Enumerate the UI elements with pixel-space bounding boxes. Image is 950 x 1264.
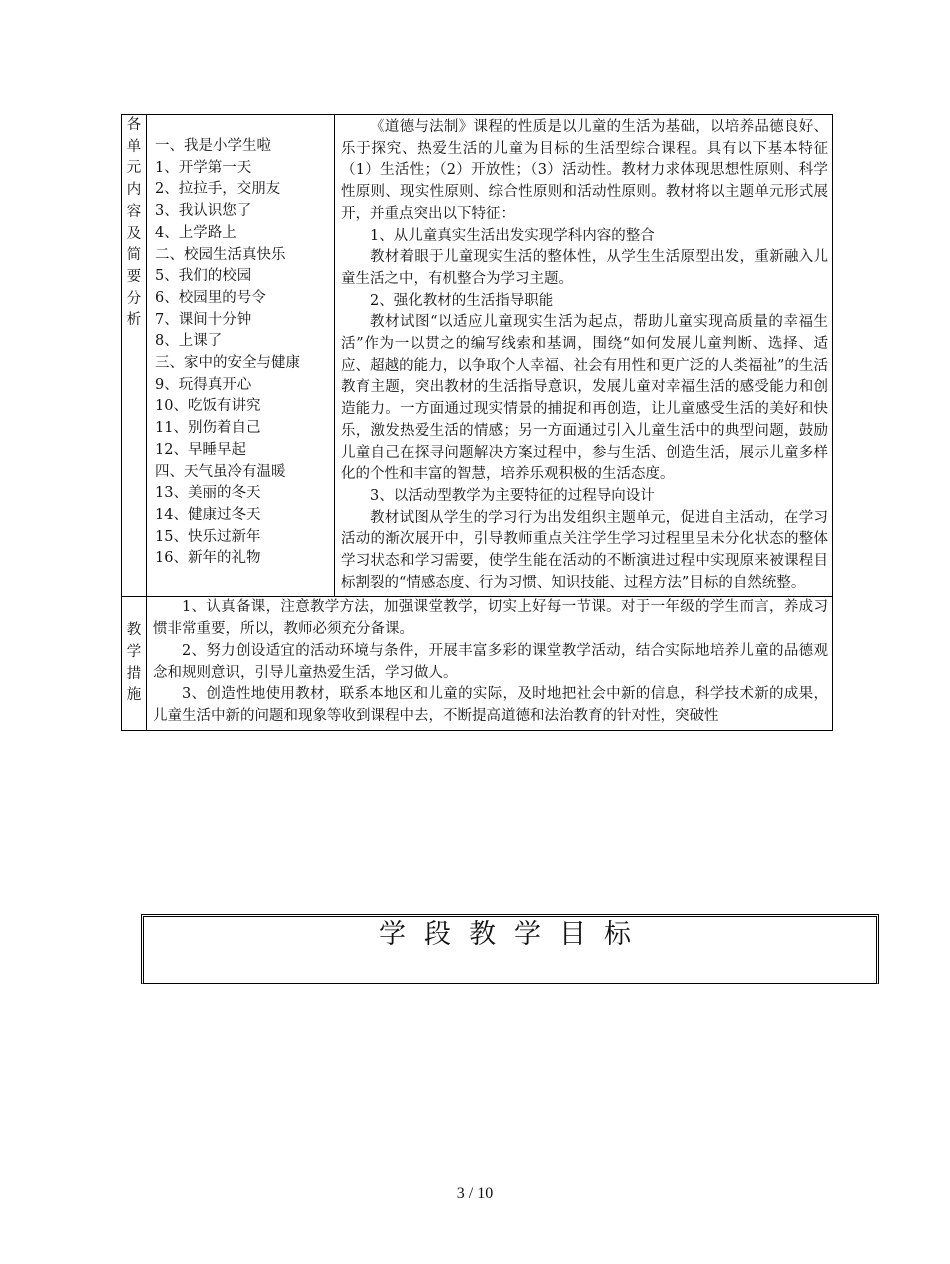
analysis-paragraph: 教材着眼于儿童现实生活的整体性，从学生生活原型出发，重新融入儿童生活之中，有机整合为学习主题。	[341, 249, 828, 287]
analysis-paragraph: 《道德与法制》课程的性质是以儿童的生活为基础，以培养品德良好、乐于探究、热爱生活的儿童为目标的生活型综合课程。具有以下基本特征（1）生活性；（2）开放性；（3）活动性。教材力求体现思想性原则、科学性原则、现实性原则、综合性原则和活动性原则。教材将以主题单元形式展开，并重点突出以下特征：	[341, 119, 828, 222]
unit-analysis-table	[121, 114, 833, 731]
unit-item: 13、美丽的冬天	[155, 485, 261, 502]
unit-item: 15、快乐过新年	[155, 528, 261, 545]
unit-item: 7、课间十分钟	[155, 311, 252, 328]
unit-item: 14、健康过冬天	[155, 506, 261, 523]
unit-item: 12、早睡早起	[155, 441, 246, 458]
unit-item: 4、上学路上	[155, 224, 237, 241]
measure-paragraph: 3、创造性地使用教材，联系本地区和儿童的实际，及时地把社会中新的信息，科学技术新的成果，儿童生活中新的问题和现象等收到课程中去，不断提高道德和法治教育的针对性，突破性	[153, 686, 828, 724]
unit-item: 16、新年的礼物	[155, 550, 261, 567]
unit-item: 一、我是小学生啦	[155, 138, 271, 154]
teaching-measures-row	[122, 597, 833, 730]
analysis-heading: 3、以活动型教学为主要特征的过程导向设计	[370, 487, 655, 504]
measure-paragraph: 2、努力创设适宜的活动环境与条件，开展丰富多彩的课堂教学活动，结合实际地培养儿童的品德观念和规则意识，引导儿童热爱生活，学习做人。	[153, 642, 828, 681]
unit-item: 10、吃饭有讲究	[155, 398, 261, 415]
unit-item: 2、拉拉手，交朋友	[155, 181, 281, 198]
unit-item: 四、天气虽冷有温暖	[155, 463, 286, 480]
stage-goal-title: 学段教学目标	[379, 919, 649, 950]
unit-item: 3、我认识您了	[155, 203, 252, 220]
unit-item: 1、开学第一天	[155, 159, 252, 176]
analysis-paragraph: 教材试图从学生的学习行为出发组织主题单元，促进自主活动，在学习活动的渐次展开中，引导教师重点关注学生学习过程里呈未分化状态的整体学习状态和学习需要，使学生能在活动的不断演进过程中实现原来被课程目标割裂的“情感态度、行为习惯、知识技能、过程方法”目标的自然统整。	[341, 509, 828, 591]
analysis-paragraph: 教材试图“以适应儿童现实生活为起点，帮助儿童实现高质量的幸福生活”作为一以贯之的编写线索和基调，围绕“如何发展儿童判断、选择、适应、超越的能力，以争取个人幸福、社会有用性和更广泛的人类福祉”的生活教育主题，突出教材的生活指导意识，发展儿童对幸福生活的感受能力和创造能力。一方面通过现实情景的捕捉和再创造，让儿童感受生活的美好和快乐，激发热爱生活的情感；另一方面通过引入儿童生活中的典型问题，鼓励儿童自己在探寻问题解决方案过程中，参与生活、创造生活，展示儿童多样化的个性和丰富的智慧，培养乐观积极的生活态度。	[341, 314, 828, 483]
unit-content-row	[122, 115, 833, 597]
teaching-measures-text	[147, 597, 833, 730]
page-number: 3 / 10	[456, 1185, 494, 1202]
unit-item: 11、别伤着自己	[155, 420, 261, 437]
teaching-measures-label: 教 学 措 施	[122, 597, 147, 730]
unit-item: 三、家中的安全与健康	[155, 355, 300, 372]
analysis-heading: 1、从儿童真实生活出发实现学科内容的整合	[370, 227, 655, 244]
stage-goal-box	[141, 914, 879, 984]
analysis-heading: 2、强化教材的生活指导职能	[370, 292, 554, 309]
unit-item: 二、校园生活真快乐	[155, 246, 286, 263]
unit-analysis-text	[335, 115, 833, 597]
unit-list	[147, 115, 335, 597]
unit-item: 5、我们的校园	[155, 268, 252, 285]
unit-item: 8、上课了	[155, 333, 223, 350]
measure-paragraph: 1、认真备课，注意教学方法，加强课堂教学，切实上好每一节课。对于一年级的学生而言，养成习惯非常重要，所以，教师必须充分备课。	[153, 599, 828, 638]
unit-item: 6、校园里的号令	[155, 289, 266, 306]
unit-content-label: 各 单 元 内 容 及 简 要 分 析	[122, 115, 147, 597]
unit-item: 9、玩得真开心	[155, 376, 252, 393]
